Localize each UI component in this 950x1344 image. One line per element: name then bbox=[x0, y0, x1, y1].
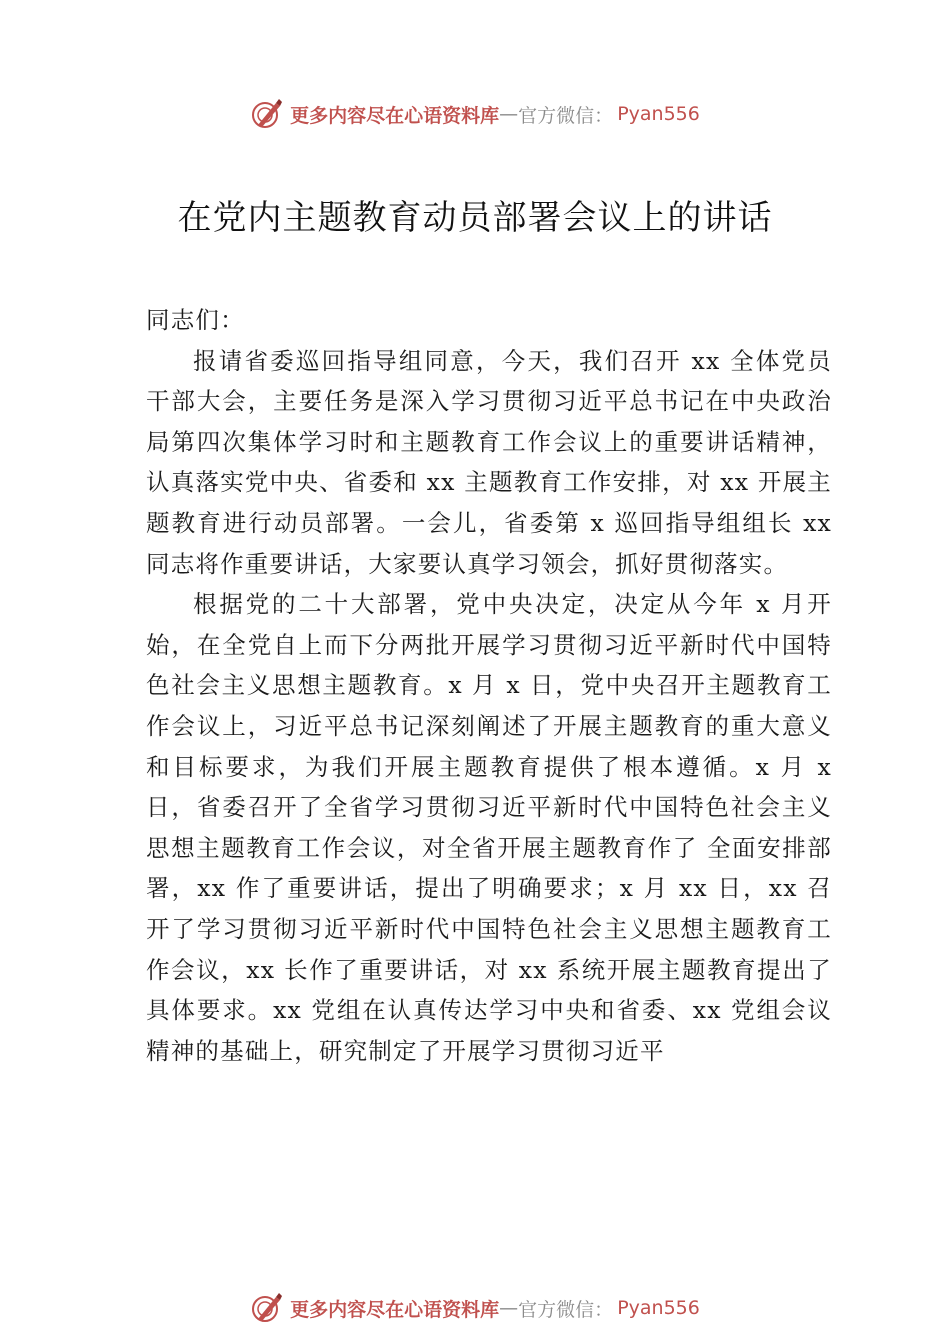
footer-watermark bbox=[0, 1288, 950, 1328]
watermark-wechat-label: 官方微信： bbox=[518, 1298, 614, 1321]
watermark-separator: — bbox=[499, 103, 519, 125]
watermark-wechat-id: Pyan556 bbox=[617, 1297, 700, 1319]
watermark-wechat-label: 官方微信： bbox=[518, 104, 614, 127]
salutation: 同志们： bbox=[146, 306, 245, 334]
header-watermark bbox=[0, 94, 950, 134]
pen-logo-icon bbox=[250, 1291, 284, 1325]
watermark-separator: — bbox=[499, 1297, 519, 1319]
watermark-wechat-id: Pyan556 bbox=[617, 103, 700, 125]
document-title: 在党内主题教育动员部署会议上的讲话 bbox=[177, 198, 773, 238]
body-paragraph-2: 根据党的二十大部署，党中央决定，决定从今年 x 月开始，在全党自上而下分两批开展学习贯彻习近平新时代中国特色社会主义思想主题教育。x 月 x 日，党中央召开主题教育工作会议上，习近平总书记深刻阐述了开展主题教育的重大意义和目标要求，为我们开展主题教育提供了根本遵循。x 月 x 日，省委召开了全省学习贯彻习近平新时代中国特色社会主义思想主题教育工作会议，对全省开展主题教育作了 全面安排部署，xx 作了重要讲话，提出了明确要求；x 月 xx 日，xx 召开了学习贯彻习近平新时代中国特色社会主义思想主题教育工作会议，xx 长作了重要讲话，对 xx 系统开展主题教育提出了具体要求。xx 党组在认真传达学习中央和省委、xx 党组会议精神的基础上，研究制定了开展学习贯彻习近平 bbox=[146, 590, 832, 1065]
document-body bbox=[146, 300, 832, 1071]
watermark-brand: 更多内容尽在心语资料库 bbox=[290, 1298, 500, 1321]
watermark-brand: 更多内容尽在心语资料库 bbox=[290, 104, 500, 127]
pen-logo-icon bbox=[250, 97, 284, 131]
body-paragraph-1: 报请省委巡回指导组同意，今天，我们召开 xx 全体党员干部大会，主要任务是深入学习贯彻习近平总书记在中央政治局第四次集体学习时和主题教育工作会议上的重要讲话精神，认真落实党中央、省委和 xx 主题教育工作安排，对 xx 开展主题教育进行动员部署。一会儿，省委第 x 巡回指导组组长 xx 同志将作重要讲话，大家要认真学习领会，抓好贯彻落实。 bbox=[146, 346, 832, 578]
